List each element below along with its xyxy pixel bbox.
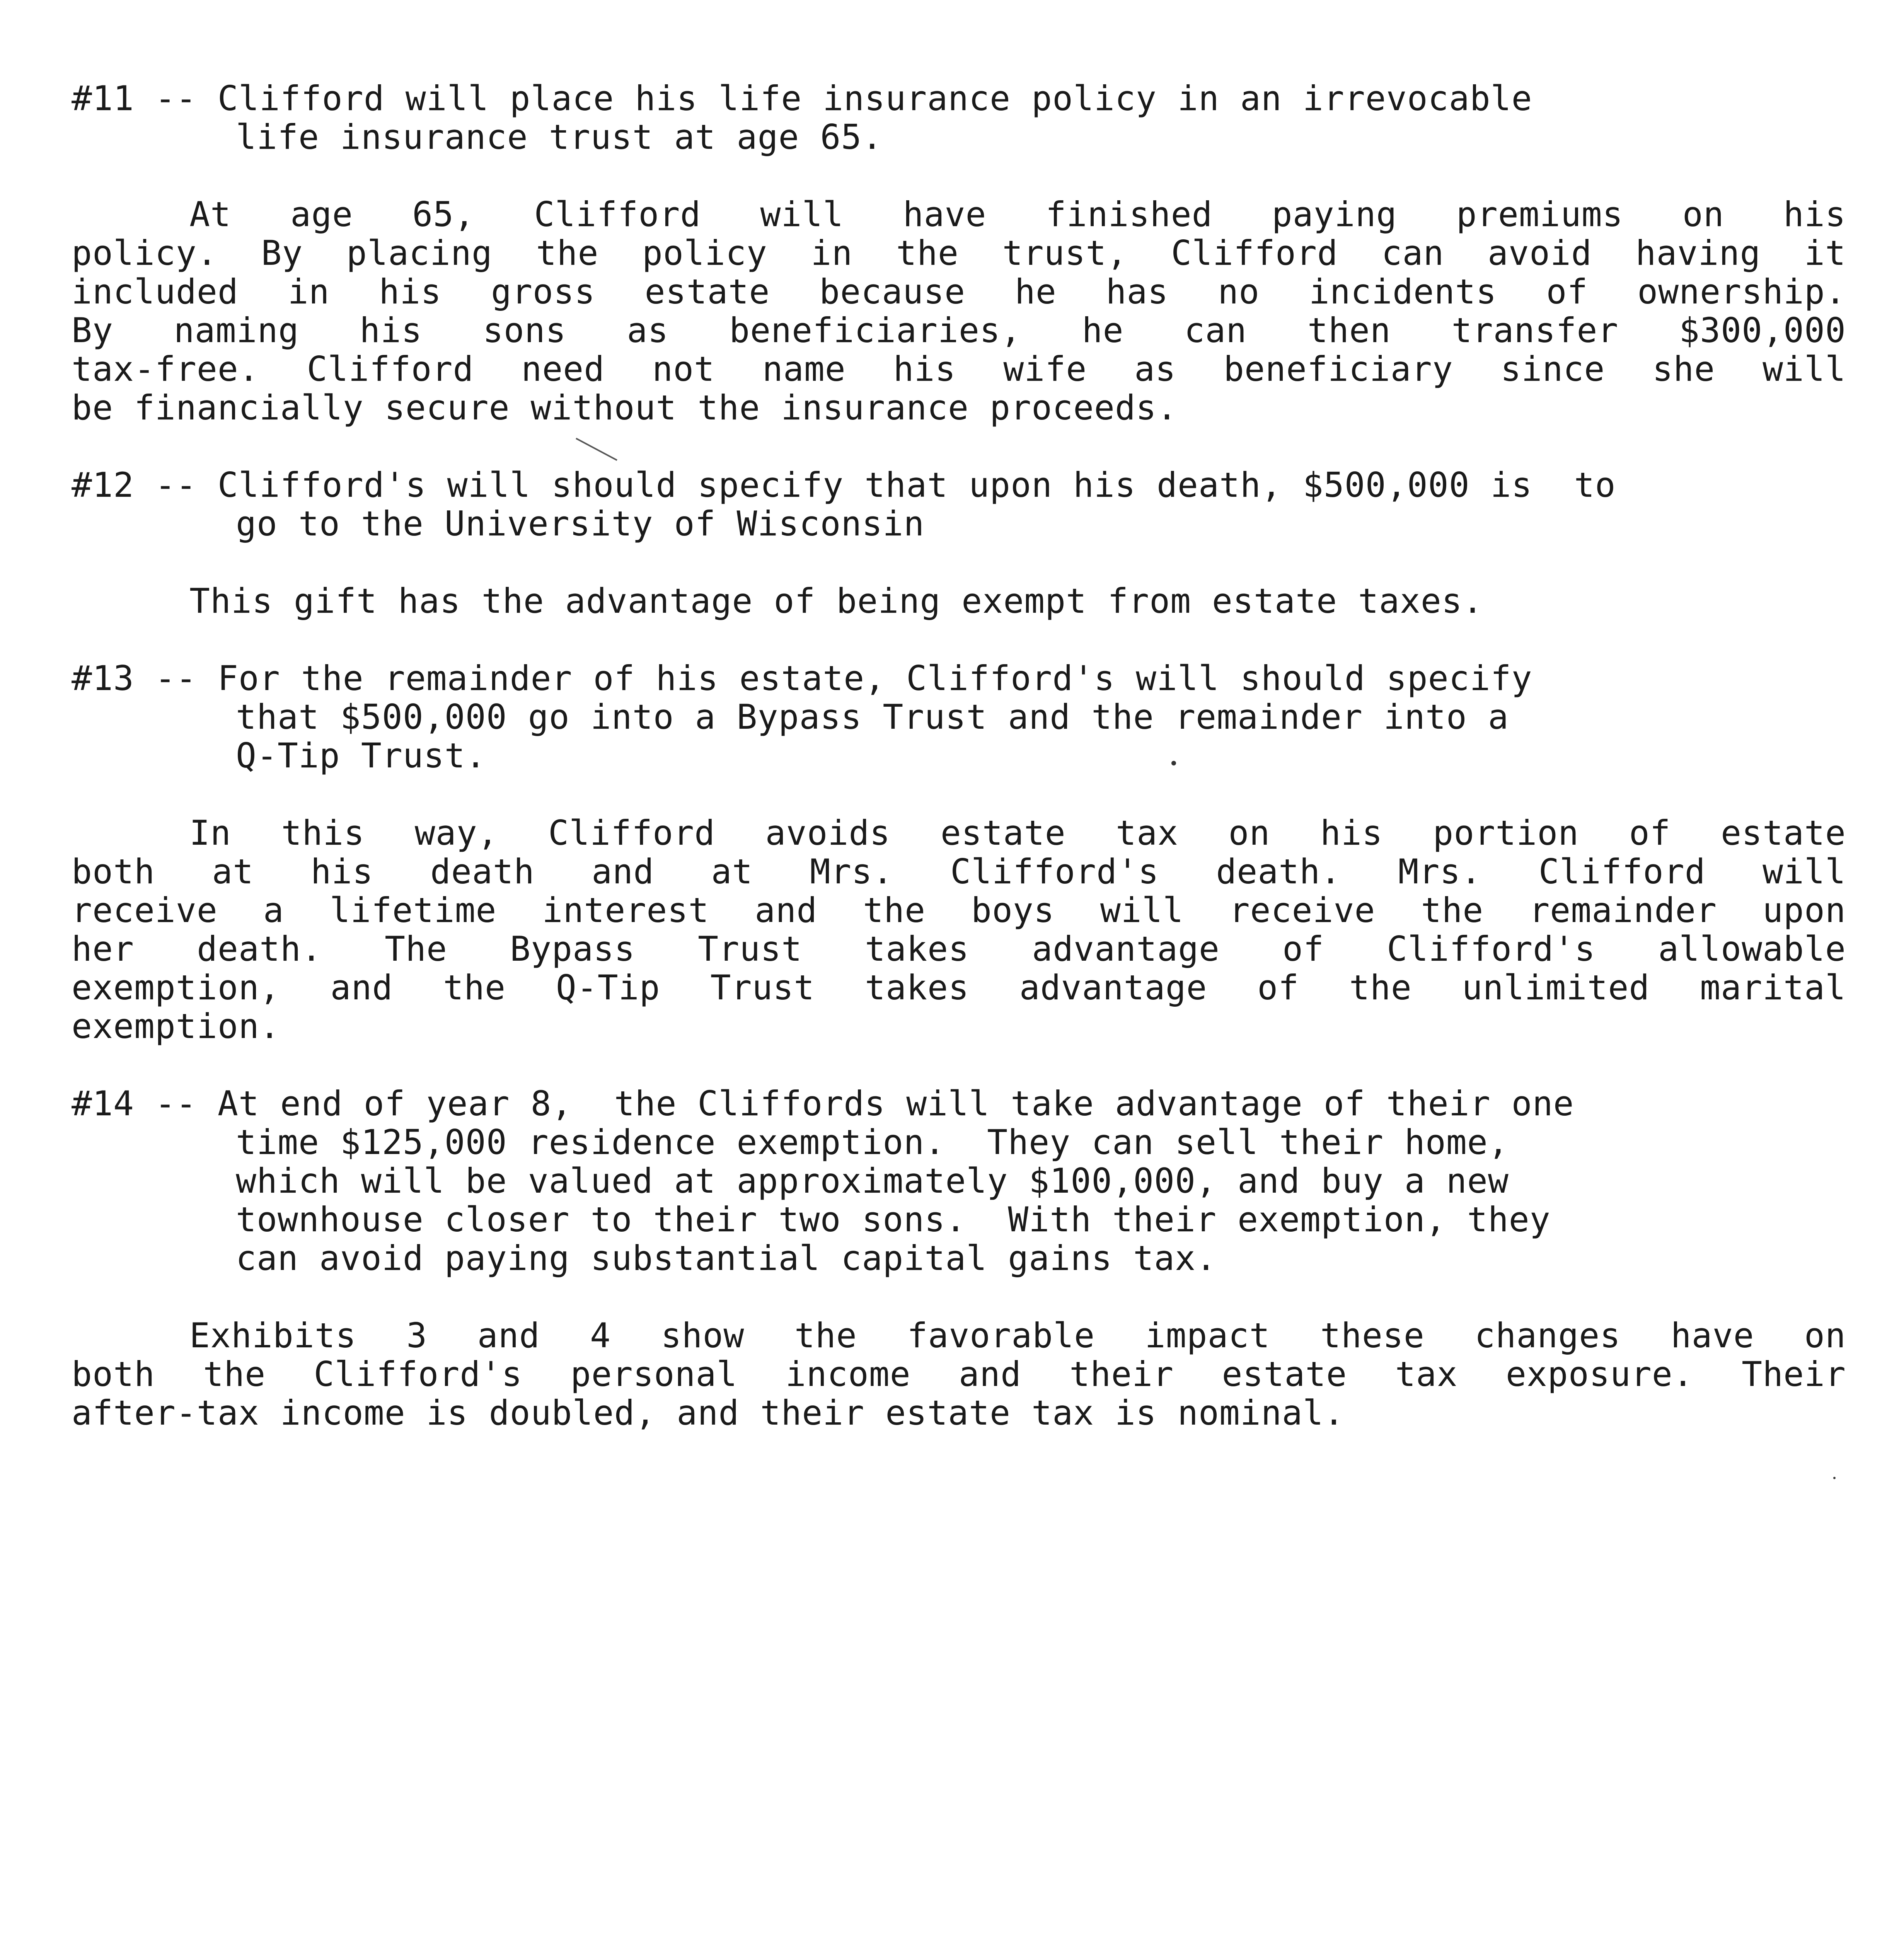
item-13-paragraph-line-1: In this way, Clifford avoids estate tax on his portion of estate — [189, 813, 1846, 853]
item-11-paragraph-line-2: policy. By placing the policy in the trust, Clifford can avoid having it — [72, 233, 1846, 273]
speck — [1833, 1477, 1836, 1479]
closing-paragraph-line-1: Exhibits 3 and 4 show the favorable impact these changes have on — [189, 1316, 1846, 1355]
closing-paragraph-line-3: after-tax income is doubled, and their estate tax is nominal. — [72, 1393, 1345, 1433]
item-11-paragraph-line-3: included in his gross estate because he has no incidents of ownership. — [72, 272, 1846, 312]
item-13-paragraph-line-3: receive a lifetime interest and the boys will receive the remainder upon — [72, 890, 1846, 930]
pen-mark — [576, 438, 617, 461]
item-11-paragraph-line-5: tax-free. Clifford need not name his wife as beneficiary since she will — [72, 349, 1846, 389]
item-11-paragraph-line-4: By naming his sons as beneficiaries, he can then transfer $300,000 — [72, 310, 1846, 350]
item-13-heading-line-1: #13 -- For the remainder of his estate, Clifford's will should specify — [72, 658, 1532, 698]
item-14-heading-line-3: which will be valued at approximately $100,000, and buy a new — [236, 1161, 1509, 1201]
item-13-paragraph-line-4: her death. The Bypass Trust takes advantage of Clifford's allowable — [72, 929, 1846, 969]
item-13-paragraph-line-5: exemption, and the Q-Tip Trust takes advantage of the unlimited marital — [72, 968, 1846, 1007]
item-12-heading-line-2: go to the University of Wisconsin — [236, 504, 925, 544]
item-11-heading-line-1: #11 -- Clifford will place his life insurance policy in an irrevocable — [72, 78, 1532, 118]
item-14-heading-line-4: townhouse closer to their two sons. With their exemption, they — [236, 1200, 1551, 1239]
item-13-heading-line-3: Q-Tip Trust. — [236, 736, 486, 776]
item-13-heading-line-2: that $500,000 go into a Bypass Trust and the remainder into a — [236, 697, 1509, 737]
item-11-paragraph-line-6: be financially secure without the insurance proceeds. — [72, 388, 1178, 428]
item-12-heading-line-1: #12 -- Clifford's will should specify that upon his death, $500,000 is to — [72, 465, 1616, 505]
item-11-paragraph-line-1: At age 65, Clifford will have finished paying premiums on his — [189, 194, 1846, 234]
closing-paragraph-line-2: both the Clifford's personal income and their estate tax exposure. Their — [72, 1354, 1846, 1394]
speck — [1171, 761, 1176, 765]
item-14-heading-line-1: #14 -- At end of year 8, the Cliffords will take advantage of their one — [72, 1084, 1574, 1123]
item-14-heading-line-5: can avoid paying substantial capital gains tax. — [236, 1238, 1217, 1278]
item-13-paragraph-line-6: exemption. — [72, 1006, 280, 1046]
item-11-heading-line-2: life insurance trust at age 65. — [236, 117, 883, 157]
item-14-heading-line-2: time $125,000 residence exemption. They can sell their home, — [236, 1122, 1509, 1162]
item-13-paragraph-line-2: both at his death and at Mrs. Clifford's death. Mrs. Clifford will — [72, 852, 1846, 891]
item-12-paragraph: This gift has the advantage of being exempt from estate taxes. — [189, 581, 1483, 621]
